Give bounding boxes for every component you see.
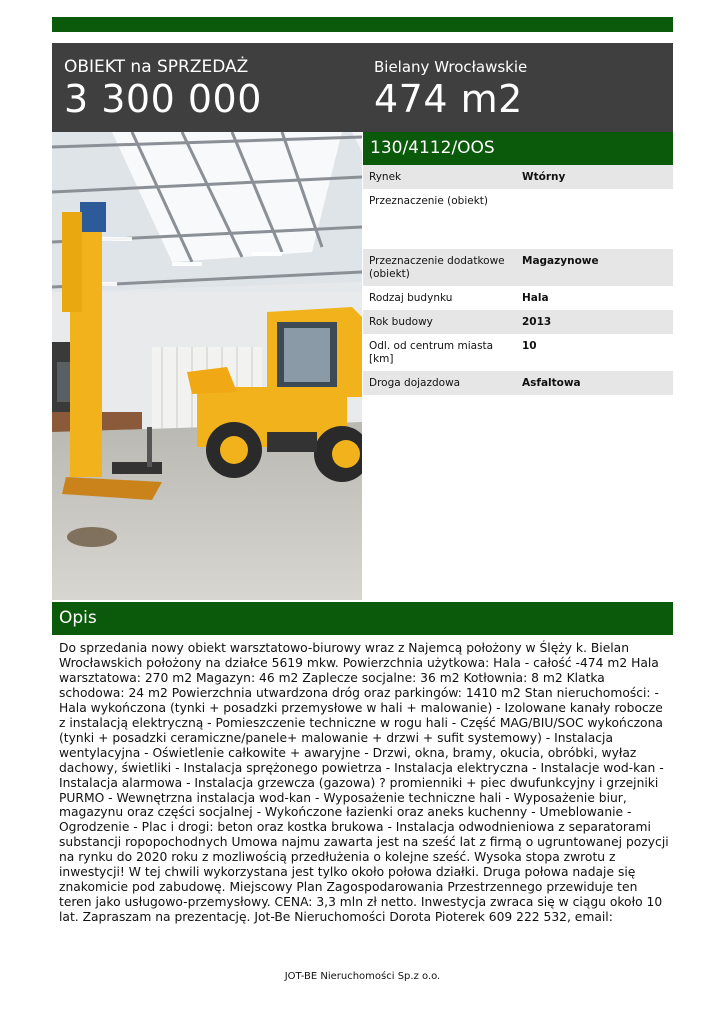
detail-value: Wtórny: [522, 171, 566, 183]
detail-key: Droga dojazdowa: [369, 377, 461, 389]
property-photo: [52, 132, 362, 600]
location-block: [374, 43, 527, 120]
detail-row-rodzaj-budynku: [363, 286, 673, 310]
location: Bielany Wrocławskie: [374, 58, 528, 76]
detail-key: Odl. od centrum miasta [km]: [369, 340, 494, 365]
listing-header: [52, 43, 673, 132]
price: 3 300 000: [64, 77, 262, 121]
detail-key: Przeznaczenie (obiekt): [369, 195, 489, 207]
detail-value: Asfaltowa: [522, 377, 581, 389]
area: 474 m2: [374, 77, 523, 121]
detail-value: 10: [522, 340, 537, 352]
detail-row-rok-budowy: [363, 310, 673, 334]
detail-key: Rok budowy: [369, 316, 433, 328]
detail-row-przeznaczenie-dodatkowe: [363, 249, 673, 286]
detail-key: Rodzaj budynku: [369, 292, 453, 304]
detail-row-odleglosc: [363, 334, 673, 371]
footer-company: JOT-BE Nieruchomości Sp.z o.o.: [284, 971, 441, 982]
description-text: Do sprzedania nowy obiekt warsztatowo-biurowy wraz z Najemcą położony w Ślęży k. Bielan Wrocławskich położony na działce 5619 mkw. Powierzchnia użytkowa: Hala - całość -474 m2 Hala warsztatowa: 270 m2 Magazyn: 46 m2 Zaplecze socjalne: 36 m2 Kotłownia: 8 m2 Klatka schodowa: 24 m2 Powierzchnia utwardzona dróg oraz parkingów: 1410 m2 Stan nieruchomości: - Hala wykończona (tynki + posadzki przemysłowe w hali + malowanie) - Izolowane kanały robocze z instalacją elektryczną - Pomieszczenie techniczne w rogu hali - Część MAG/BIU/SOC wykończona (tynki + posadzki ceramiczne/panele+ malowanie + drzwi + sufit systemowy) - Instalacja wentylacyjna - Oświetlenie całkowite + awaryjne - Drzwi, okna, bramy, okucia, obróbki, wyłaz dachowy, świetliki - Instalacja sprężonego powietrza - Instalacja elektryczna - Instalacje wod-kan - Instalacja alarmowa - Instalacja grzewcza (gazowa) ? promienniki + piec dwufunkcyjny i grzejniki PURMO - Wewnętrzna instalacja wod-kan - Wyposażenie techniczne hali - Wyposażenie biur, magazynu oraz części socjalnej - Wykończone łazienki oraz aneks kuchenny - Umeblowanie - Ogrodzenie - Plac i drogi: beton oraz kostka brukowa - Instalacja odwodnieniowa z separatorami substancji ropopochodnych Umowa najmu zawarta jest na sześć lat z firmą o ugruntowanej pozycji na rynku do 2020 roku z mozliwością przedłużenia o kolejne sześć. Wysoka stopa zwrotu z inwestycji! W tej chwili wykorzystana jest tylko około połowa działki. Druga połowa nadaje się znakomicie pod zabudowę. Miejscowy Plan Zagospodarowania Przestrzennego przewiduje ten teren jako usługowo-przemysłowy. CENA: 3,3 mln zł netto. Inwestycja zwraca się w ciągu około 10 lat. Zapraszam na prezentację. Jot-Be Nieruchomości Dorota Pioterek 609 222 532, email:: [59, 641, 669, 925]
detail-value: [518, 189, 673, 249]
detail-row-przeznaczenie: [363, 189, 673, 249]
detail-key: Rynek: [369, 171, 402, 183]
listing-details: [363, 132, 673, 395]
price-block: [64, 43, 262, 120]
detail-value: Magazynowe: [522, 255, 599, 267]
detail-row-rynek: [363, 165, 673, 189]
detail-row-droga: [363, 371, 673, 395]
top-accent-bar: [52, 17, 673, 32]
description-heading: Opis: [52, 602, 673, 635]
reference-number: 130/4112/OOS: [363, 132, 673, 165]
detail-key: Przeznaczenie dodatkowe (obiekt): [369, 255, 505, 280]
offer-label: OBIEKT na SPRZEDAŻ: [64, 57, 249, 77]
detail-value: 2013: [522, 316, 552, 328]
detail-value: Hala: [522, 292, 549, 304]
